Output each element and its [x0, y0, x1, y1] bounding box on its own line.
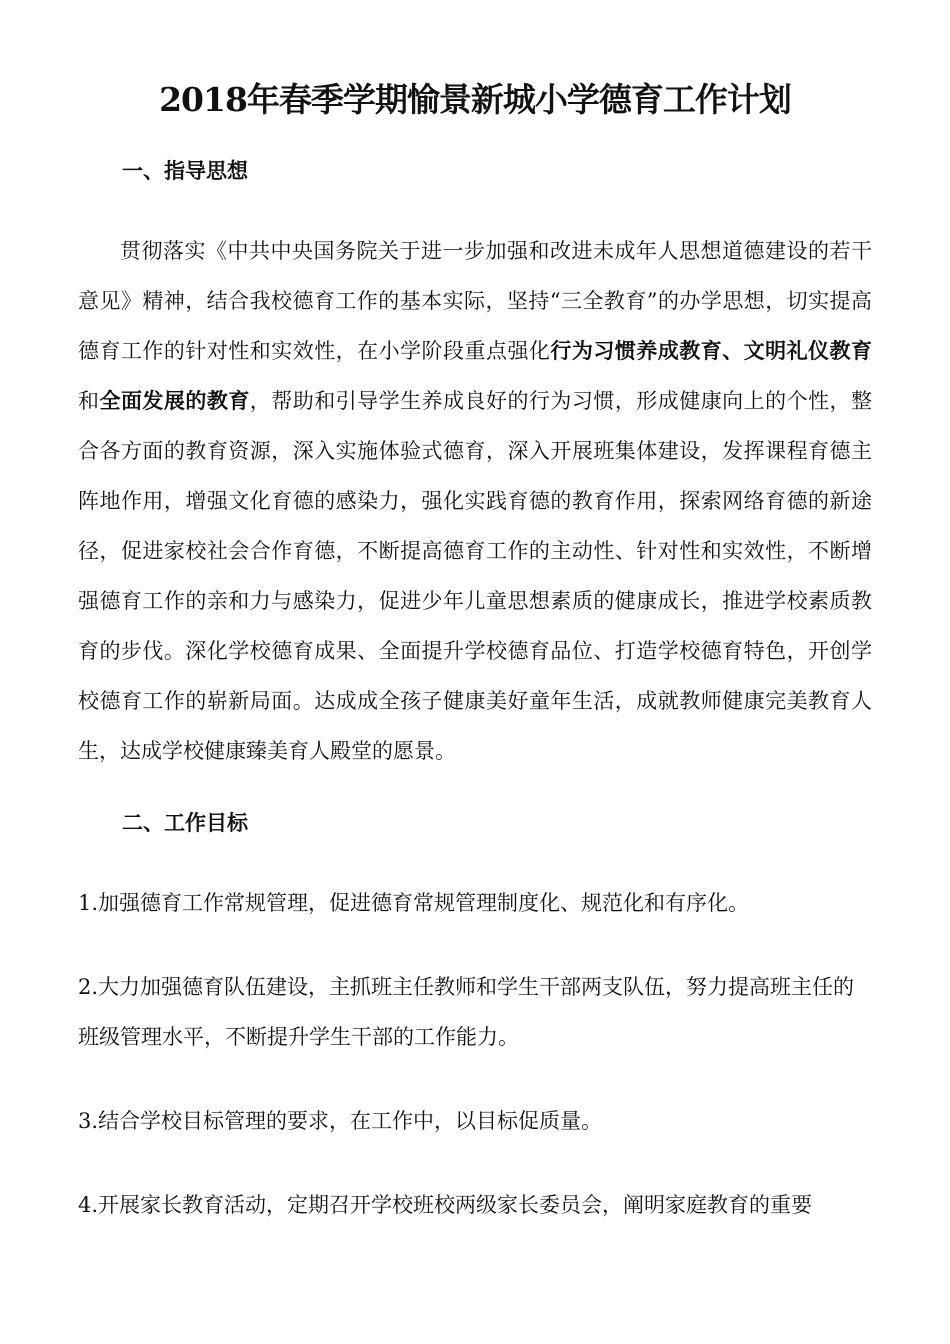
- paragraph-text-part2: 和: [78, 389, 100, 413]
- paragraph-text-part1: 贯彻落实《中共中央国务院关于进一步加强和改进未成年人思想道德建设的若干意见》精神，结合我校德育工作的基本实际，坚持“三全教育”的办学思想，切实提高德育工作的针对性和实效性，在小学阶段重点强化: [78, 239, 872, 363]
- paragraph-bold-behavior-etiquette: 行为习惯养成教育、文明礼仪教育: [550, 338, 873, 363]
- goal-item-4: 4.开展家长教育活动，定期召开学校班校两级家长委员会，阐明家庭教育的重要: [78, 1193, 813, 1217]
- section-heading-guiding-ideology: 一、指导思想: [122, 159, 248, 183]
- paragraph-bold-all-round: 全面发展的教育: [99, 388, 250, 413]
- paragraph-text-part3: ，帮助和引导学生养成良好的行为习惯，形成健康向上的个性，整合各方面的教育资源，深入实施体验式德育，深入开展班集体建设，发挥课程育德主阵地作用，增强文化育德的感染力，强化实践育德的教育作用，探索网络育德的新途径，促进家校社会合作育德，不断提高德育工作的主动性、针对性和实效性，不断增强德育工作的亲和力与感染力，促进少年儿童思想素质的健康成长，推进学校素质教育的步伐。深化学校德育成果、全面提升学校德育品位、打造学校德育特色，开创学校德育工作的崭新局面。达成成全孩子健康美好童年生活，成就教师健康完美教育人生，达成学校健康臻美育人殿堂的愿景。: [78, 389, 873, 763]
- goal-item-2: 2.大力加强德育队伍建设，主抓班主任教师和学生干部两支队伍，努力提高班主任的班级管理水平，不断提升学生干部的工作能力。: [78, 975, 855, 1049]
- guiding-ideology-paragraph: [78, 226, 872, 776]
- document-title: 2018年春季学期愉景新城小学德育工作计划: [159, 80, 791, 119]
- work-goals-list: [78, 878, 872, 1230]
- goal-item-1: 1.加强德育工作常规管理，促进德育常规管理制度化、规范化和有序化。: [78, 891, 750, 915]
- goal-item-3: 3.结合学校目标管理的要求，在工作中，以目标促质量。: [78, 1109, 603, 1133]
- section-heading-work-goals: 二、工作目标: [122, 811, 248, 835]
